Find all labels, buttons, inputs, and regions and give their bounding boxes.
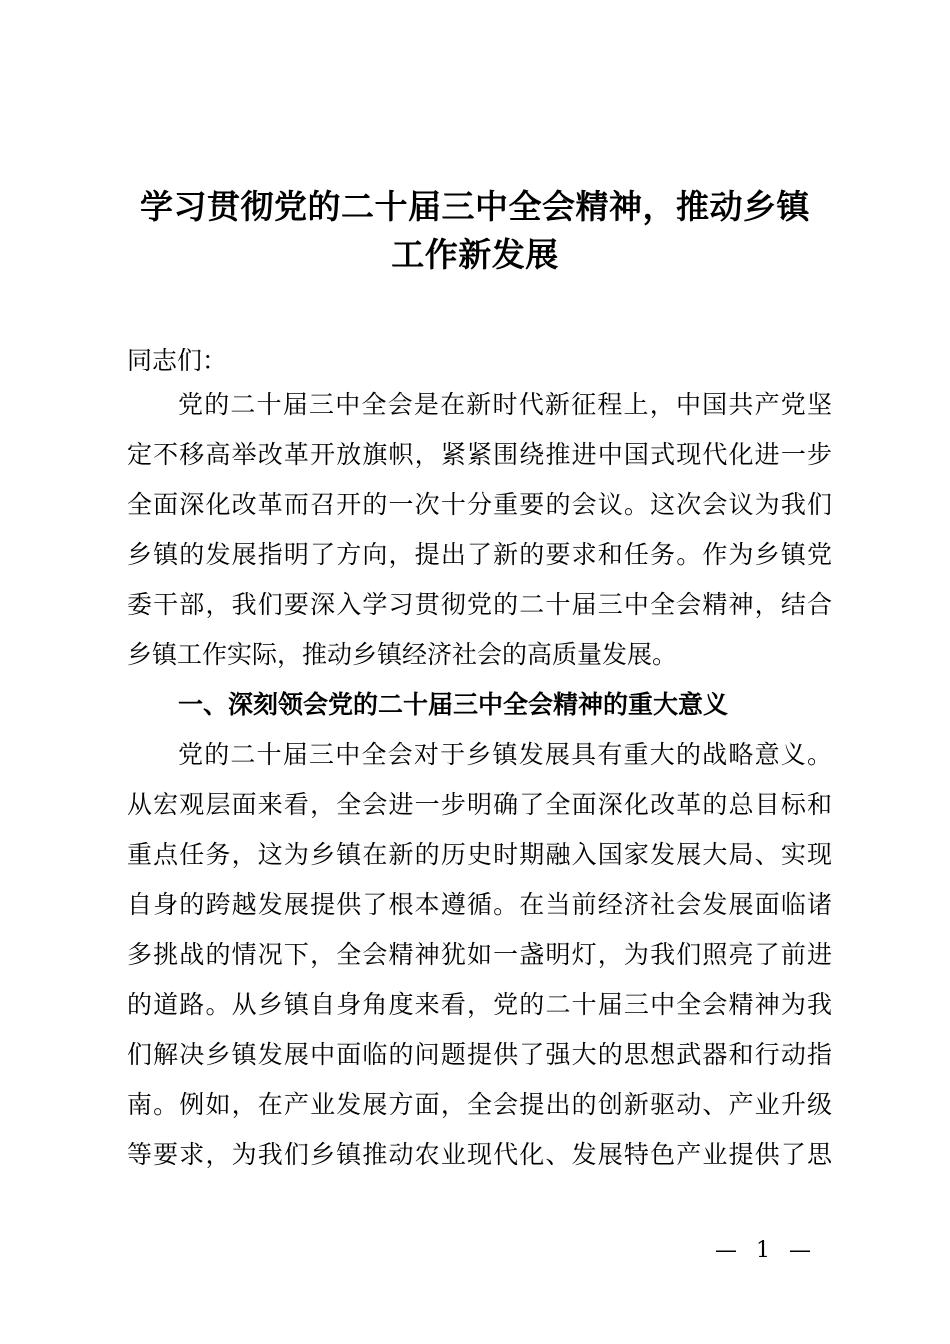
paragraph-1-line: 乡镇的发展指明了方向，提出了新的要求和任务。作为乡镇党 [127, 540, 832, 569]
title-line-2: 工作新发展 [391, 235, 559, 274]
paragraph-2-line: 多挑战的情况下，全会精神犹如一盏明灯，为我们照亮了前进 [127, 940, 832, 969]
paragraph-1-line: 全面深化改革而召开的一次十分重要的会议。这次会议为我们 [127, 490, 832, 519]
paragraph-2-line: 等要求，为我们乡镇推动农业现代化、发展特色产业提供了思 [127, 1140, 832, 1169]
paragraph-2-line: 自身的跨越发展提供了根本遵循。在当前经济社会发展面临诸 [127, 890, 832, 919]
paragraph-1-line: 乡镇工作实际，推动乡镇经济社会的高质量发展。 [127, 640, 678, 669]
page-number: — 1 — [715, 1238, 817, 1263]
paragraph-1-line: 委干部，我们要深入学习贯彻党的二十届三中全会精神，结合 [127, 590, 832, 619]
document-title [100, 183, 850, 279]
paragraph-2-line: 南。例如，在产业发展方面，全会提出的创新驱动、产业升级 [127, 1090, 832, 1119]
paragraph-2-line: 的道路。从乡镇自身角度来看，党的二十届三中全会精神为我 [127, 990, 832, 1019]
paragraph-1-line: 党的二十届三中全会是在新时代新征程上，中国共产党坚 [178, 390, 832, 419]
paragraph-2-line: 党的二十届三中全会对于乡镇发展具有重大的战略意义。 [178, 740, 832, 769]
paragraph-2-line: 们解决乡镇发展中面临的问题提供了强大的思想武器和行动指 [127, 1040, 832, 1069]
paragraph-2-line: 重点任务，这为乡镇在新的历史时期融入国家发展大局、实现 [127, 840, 832, 869]
paragraph-2-line: 从宏观层面来看，全会进一步明确了全面深化改革的总目标和 [127, 790, 832, 819]
document-body [127, 380, 832, 1180]
salutation: 同志们： [127, 346, 228, 375]
paragraph-1-line: 定不移高举改革开放旗帜，紧紧围绕推进中国式现代化进一步 [127, 440, 832, 469]
section-heading: 一、深刻领会党的二十届三中全会精神的重大意义 [178, 690, 729, 719]
title-line-1: 学习贯彻党的二十届三中全会精神，推动乡镇 [140, 187, 810, 226]
